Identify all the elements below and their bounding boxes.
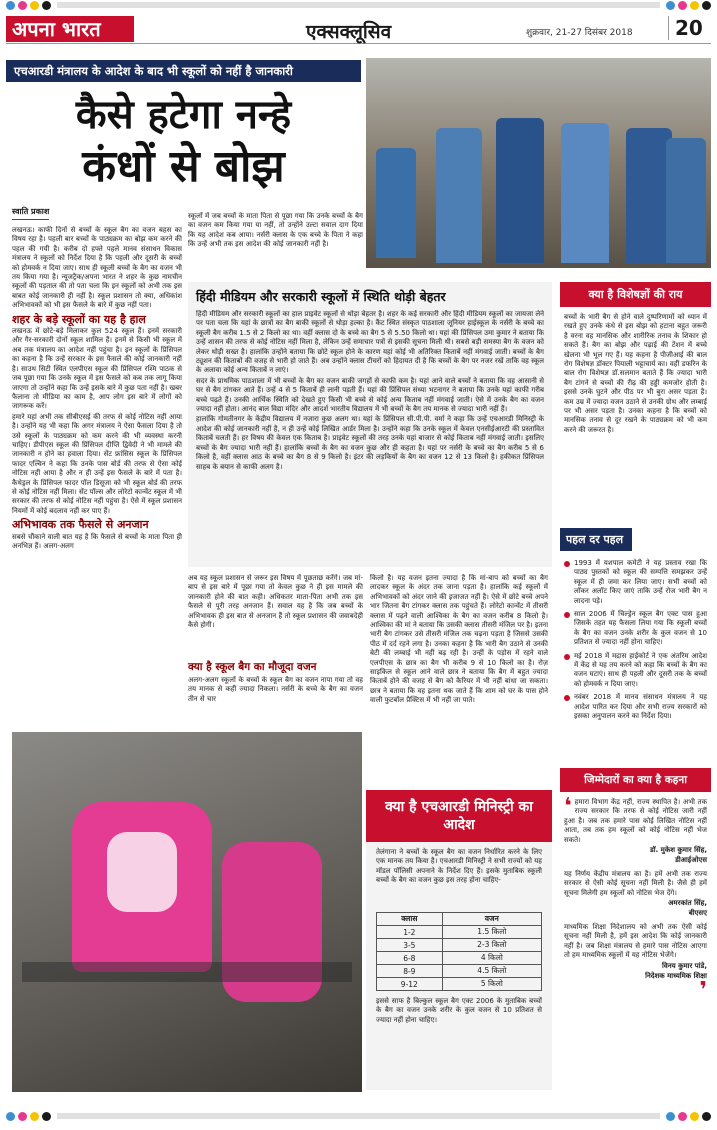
quote-1-author: डॉ. मुकेश कुमार सिंह, bbox=[649, 846, 707, 855]
kicker: एचआरडी मंत्रालय के आदेश के बाद भी स्कूलों को नहीं है जानकारी bbox=[6, 60, 361, 82]
bottom-color-bar bbox=[0, 1110, 717, 1122]
open-quote-icon: ❛ bbox=[564, 794, 572, 819]
table-header-class: क्लास bbox=[377, 913, 443, 926]
col2-subheading: क्या है स्कूल बैग का मौजूदा वजन bbox=[188, 661, 317, 673]
quote-1: हमारा विभाग केंद्र नहीं, राज्य स्थापित है। अभी तक राज्य सरकार कि तरफ से कोई नोटिस जारी नहीं हुआ है। जब तक हमारे पास कोई लिखित नोटिस नहीं आता, तब तक हम स्कूलों को कोई नोटिस नहीं भेज सकते। bbox=[564, 798, 707, 844]
bag-weight-table bbox=[376, 912, 542, 991]
hindi-medium-box bbox=[188, 282, 552, 567]
headline-line-1: कैसे हटेगा नन्हे bbox=[75, 92, 292, 138]
page-number: 20 bbox=[668, 16, 703, 40]
headline bbox=[6, 90, 361, 194]
table-header-weight: वजन bbox=[442, 913, 541, 926]
hindi-medium-para-3: हालांकि गोमतीनगर के केंद्रीय विद्यालय में नजारा कुछ अलग था। यहां के प्रिंसिपल सी.पी.पी. वर्मा ने कहा कि उन्हें एचआरडी मिनिस्ट्री के आदेश की कोई जानकारी नहीं है, न ही उन्हें कोई लिखित आर्डर मिला है। उन्होंने कहा कि उनके स्कूल में केवल एनसीईआरटी की प्रस्तावित किताबें चलती हैं। हर विषय की केवल एक किताब है। प्राइवेट स्कूलों की तरह उनके यहां बाजार से कोई किताब नहीं मंगवाई जाती। इसलिए बच्चों के बैग ज्यादा भारी नहीं हैं। हालांकि बच्चों के बैग का वजन कुछ और ही कहता है। यहां पर नर्सरी के बच्चे का बैग करीब 5 से 6 किलो है, वहीं क्लास आठ के बच्चे का बैग 8 से 9 किलो है। इंटर की लड़कियों के बैग का वजन 12 से 13 किलो है। हकीकत प्रिंसिपल साहब के बयान से काफी अलग है। bbox=[196, 415, 544, 471]
hindi-medium-title: हिंदी मीडियम और सरकारी स्कूलों में स्थिति थोड़ी बेहतर bbox=[196, 289, 446, 304]
initiative-title: पहल दर पहल bbox=[560, 528, 632, 551]
column-1 bbox=[12, 226, 182, 756]
experts-title: क्या है विशेषज्ञों की राय bbox=[560, 282, 711, 307]
column-2-para: अलग-अलग स्कूलों के बच्चों के स्कूल बैग का वजन नापा गया तो वह तय मानक से कहीं ज्यादा निकला। नर्सरी के बच्चे के बैग का वजन तीन से चार bbox=[188, 676, 363, 703]
hindi-medium-para-2: सदर के प्राथमिक पाठशाला में भी बच्चों के बैग का वजन बाकी जगहों से काफी कम है। यहां आने वाले बच्चों ने बताया कि वह आसानी से घर से बैग टांगकर आते हैं। उन्हें 4 से 5 किताबें ही लानी पड़ती हैं। यहां की प्रिंसिपल संध्या भटनागर ने बताया कि उनके यहां काफी गरीब बच्चे पढ़ते हैं। उनकी आर्थिक स्थिति को देखते हुए किसी भी बच्चे से कोई अन्य किताब नहीं मंगवाई जाती। ऐसे में उनके बैग का वजन ज्यादा नहीं होता। आनंद बाल विद्या मंदिर और आदर्श भारतीय विद्यालय में भी बच्चों के बैग तय मानक से ज्यादा भारी नहीं हैं। bbox=[196, 376, 544, 414]
experts-box bbox=[560, 282, 711, 530]
col1-para-2: लखनऊ में छोटे-बड़े मिलाकर कुल 524 स्कूल हैं। इनमें सरकारी और गैर-सरकारी दोनों स्कूल शामिल हैं। इनमें से किसी भी स्कूल में अब तक मंत्रालय का आदेश नहीं पहुंचा है। इन स्कूलों के प्रिंसिपल का कहना है कि उन्हें सरकार के इस फैसले की कोई जानकारी नहीं है। साउथ सिटी स्थित एलपीएस स्कूल की प्रिंसिपल रश्मि पाठक से जब पूछा गया कि उनके स्कूल में इस फैसले को कब तक लागू किया जाएगा तो उन्होंने कहा कि उन्हें इसके बारे में कुछ पता नहीं है। खबर फैलाना तो मीडिया का काम है, आप लोग इस बारे में लोगों को जागरूक करें। bbox=[12, 327, 182, 411]
students-photo bbox=[366, 58, 711, 268]
masthead bbox=[6, 16, 711, 44]
headline-line-2: कंधों से बोझ bbox=[82, 141, 285, 192]
hrd-title: क्या है एचआरडी मिनिस्ट्री का आदेश bbox=[366, 790, 552, 842]
responsible-section bbox=[560, 768, 711, 1094]
table-row: 9-12 5 किलो bbox=[377, 978, 542, 991]
column-2-top: स्कूलों में जब बच्चों के माता पिता से पूछा गया कि उनके बच्चों के बैग का वजन कम किया गया या नहीं, तो उन्होंने उल्टा सवाल दाग दिया कि यह आदेश कब आया। नर्सरी क्लास के एक बच्चे के पिता ने कहा कि उन्हें अभी तक इस आदेश की कोई जानकारी नहीं है। bbox=[188, 212, 363, 249]
hrd-intro: तेलंगाना ने बच्चों के स्कूल बैग का वजन निर्धारित करने के लिए एक मानक तय किया है। एचआरडी मिनिस्ट्री ने सभी राज्यों को यह मॉडल पॉलिसी अपनाने के निर्देश दिए हैं। इसके मुताबिक स्कूली बच्चों के बैग का वजन कुछ इस तरह होना चाहिए- bbox=[376, 848, 542, 885]
quote-2-role: बीएसए bbox=[688, 909, 707, 918]
hrd-outro: इससे साफ है बिल्कुल स्कूल बैग एक्ट 2006 के मुताबिक बच्चों के बैग का वजन उनके शरीर के कुल वजन से 10 प्रतिशत से ज्यादा नहीं होना चाहिए। bbox=[376, 997, 542, 1024]
hrd-order-box bbox=[366, 790, 552, 1090]
col1-para-1: लखनऊ। काफी दिनों से बच्चों के स्कूल बैग का वजन बहस का विषय रहा है। पहली बार बच्चों के पाठ्यक्रम का बोझ कम करने की पहल की गयी है। करीब दो हफ्ते पहले मानव संसाधन विकास मंत्रालय ने स्कूलों को निर्देश दिया है कि पहली और दूसरी के बच्चों को होमवर्क न दिया जाए। साथ ही स्कूली बच्चों के बैग का वजन भी तय किया गया है। न्यूजट्रैक/अपना भारत ने शहर के कुछ नामचीन स्कूलों की पड़ताल की तो पता चला कि इन स्कूलों को अभी तक इस बाबत कोई जानकारी ही नहीं है। स्कूल प्रशासन तो क्या, अधिकांश अभिभावकों को भी इस फैसले के बारे में कुछ नहीं पता। bbox=[12, 226, 182, 310]
col1-para-4: सबसे चौंकाने वाली बात यह है कि फैसले से बच्चों के माता पिता ही अनभिज्ञ हैं। अलग-अलग bbox=[12, 532, 182, 550]
table-row: 3-5 2-3 किलो bbox=[377, 939, 542, 952]
section-label: एक्सक्लूसिव bbox=[306, 21, 392, 43]
col1-subheading-1: शहर के बड़े स्कूलों का यह है हाल bbox=[12, 312, 146, 326]
table-row: 1-2 1.5 किलो bbox=[377, 926, 542, 939]
initiative-item: नवंबर 2018 में मानव संसाधन मंत्रालय ने यह आदेश पारित कर दिया और सभी राज्य सरकारों को इसका अनुपालन करने का निर्देश दिया। bbox=[564, 693, 707, 721]
quote-3: माध्यमिक शिक्षा निदेशालय को अभी तक ऐसी कोई सूचना नहीं मिली है, हमें इस आदेश कि कोई जानकारी नहीं है। जब शिक्षा मंत्रालय से हमारे पास नोटिस आएगा तो हम माध्यमिक स्कूलों में यह नोटिस भेजेंगे। bbox=[564, 922, 707, 960]
schoolgirl-photo bbox=[12, 732, 362, 1092]
initiative-item: मई 2018 में मद्रास हाईकोर्ट ने एक अंतरिम आदेश में केंद्र से यह तय करने को कहा कि बच्चों के बैग का वजन घटाएं। साथ ही पहली और दूसरी तक के बच्चों को होमवर्क न दिया जाए। bbox=[564, 652, 707, 690]
initiative-item: साल 2006 में चिल्ड्रेन स्कूल बैग एक्ट पास हुआ जिसके तहत यह फैसला लिया गया कि स्कूली बच्चों के बैग का वजन उनके शरीर के कुल वजन से 10 प्रतिशत से ज्यादा नहीं होना चाहिए। bbox=[564, 610, 707, 648]
initiative-section bbox=[560, 528, 711, 764]
col1-para-3: हमारे यहां अभी तक सीबीएसई की तरफ से कोई नोटिस नहीं आया है। उन्होंने यह भी कहा कि अगर मंत्रालय ने ऐसा फैसला दिया है तो उसे स्कूलों के पाठ्यक्रम को कम करने की भी व्यवस्था करनी चाहिए। डीपीएस स्कूल की प्रिंसिपल दीप्ति द्विवेदी ने भी मामले की जानकारी न होने का हवाला दिया। सेंट फ्रांसिस स्कूल के प्रिंसिपल फादर एल्विन ने कहा कि उनके पास बोर्ड की तरफ से ऐसा कोई नोटिस नहीं आया है और न ही उन्हें इस फैसले के बारे में पता है। कैथेड्रल के प्रिंसिपल फादर पॉल डिसूजा को भी स्कूल बोर्ड की तरफ से कोई नोटिस नहीं मिला। सेंट पॉल्स और लोरेटो कान्वेंट स्कूल में भी सरकार की तरफ से कोई नोटिस नहीं पहुंचा है। ऐसे में स्कूल प्रशासन नियमों में कोई बदलाव नहीं कर पाए हैं। bbox=[12, 412, 182, 515]
quote-3-author: विनय कुमार पांडे, bbox=[662, 961, 707, 970]
byline: स्वाति प्रकाश bbox=[12, 206, 49, 220]
quote-1-role: डीआईओएस bbox=[675, 856, 707, 865]
quote-2: यह निर्णय केंद्रीय मंत्रालय का है। हमें अभी तक राज्य सरकार से ऐसी कोई सूचना नहीं मिली है। जैसे ही हमें सूचना मिलेगी हम स्कूलों को नोटिस भेज देंगे। bbox=[564, 869, 707, 897]
col1-subheading-2: अभिभावक तक फैसले से अनजान bbox=[12, 518, 149, 532]
quote-3-role: निदेशक माध्यमिक शिक्षा bbox=[645, 971, 707, 980]
column-2-bottom: अब यह स्कूल प्रशासन से जरूर इस विषय में पूछताछ करेंगे। जब मां-बाप से इस बारे में पूछा गया तो केवल कुछ ने ही इस मामले की जानकारी होने की बात कही। अधिकतर माता-पिता अभी तक इस फैसले से पूरी तरह अनजान हैं। सवाल यह है कि जब बच्चों के अभिभावक ही इस बात से अनजान हैं तो स्कूल प्रशासन की जवाबदेही कैसे होगी। bbox=[188, 574, 363, 630]
column-3: किलो है। यह वजन इतना ज्यादा है कि मां-बाप को बच्चों का बैग लादकर स्कूल के अंदर तक जाना पड़ता है। हालांकि कई स्कूलों में अभिभावकों को अंदर जाने की इजाजत नहीं है। ऐसे में छोटे बच्चे अपने भार जितना बैग टांगकर क्लास तक पहुंचते हैं। लोरेटो कान्वेंट में तीसरी क्लास में पढ़ने वाली आश्विका के बैग का वजन करीब 8 किलो है। आश्विका की मां ने बताया कि उसकी क्लास तीसरी मंजिल पर है। इतना भारी बैग टांगकर उसे तीसरी मंजिल तक चढ़ना पड़ता है जिससे उसकी पीठ में दर्द रहने लगा है। उनका कहना है कि भारी बैग उठाने से उनकी बेटी की लम्बाई भी नहीं बढ़ रही है। उन्हीं के पड़ोस में रहने वाले एलपीएस के छात्र का बैग भी करीब 9 से 10 किलो का है। रोज़ साइकिल से स्कूल आने वाले छात्र ने बताया कि बैग में बहुत ज्यादा किताबें होने की वजह से बैग को कैरियर में भी नहीं बांधा जा सकता। छात्र ने बताया कि वह इतना थक जाते हैं कि शाम को घर के पास होने वाली फुटबॉल प्रैक्टिस में भी नहीं जा पाते। bbox=[370, 574, 548, 705]
brand-logo: अपना भारत bbox=[6, 16, 134, 42]
initiative-item: 1993 में यशपाल कमेटी ने यह प्रस्ताव रखा कि पाठ्य पुस्तकों को स्कूल की सम्पत्ति समझकर उन्हें स्कूल में ही जमा कर लिया जाए। सभी बच्चों को लॉकर अलॉट किए जाएं ताकि उन्हें रोज भारी बैग न लादना पड़े। bbox=[564, 559, 707, 606]
responsible-title: जिम्मेदारों का क्या है कहना bbox=[560, 768, 711, 792]
quote-2-author: अमरकांत सिंह, bbox=[668, 899, 707, 908]
experts-text: बच्चों के भारी बैग से होने वाले दुष्परिणामों को ध्यान में रखते हुए उनके कंधे से इस बोझ को हटाना बहुत जरूरी है वरना वह मानसिक और शारीरिक तनाव के शिकार हो सकते हैं। बैग का बोझ और पढ़ाई की टेंशन में बच्चे खेलना भी भूल गए हैं। यह कहना है पीजीआई की बाल रोग विशेषज्ञ डॉक्टर पियाली भट्टाचार्य का। वहीं डफरिन के बाल रोग विशेषज्ञ डॉ.सलमान बताते हैं कि ज्यादा भारी बैग टांगने से बच्चों की रीढ़ की हड्डी कमजोर होती है। इससे उनके घुटने और पीठ पर भी बुरा असर पड़ता है। कम उम्र में ज्यादा वजन उठाने से उनकी ग्रोथ और लम्बाई पर भी असर पड़ता है। उनका कहना है कि बच्चों को मानसिक तनाव से दूर रखने के पाठ्यक्रम को भी कम करने की जरूरत है। bbox=[564, 313, 707, 434]
close-quote-icon: ❜ bbox=[699, 978, 707, 1004]
issue-date: शुक्रवार, 21-27 दिसंबर 2018 bbox=[526, 28, 633, 38]
table-row: 8-9 4.5 किलो bbox=[377, 965, 542, 978]
top-color-bar bbox=[0, 0, 717, 10]
hindi-medium-para-1: हिंदी मीडियम और सरकारी स्कूलों का हाल प्राइवेट स्कूलों से थोड़ा बेहतर है। शहर के कई सरकारी और हिंदी मीडियम स्कूलों का जायजा लेने पर पता चला कि यहां के छात्रों का बैग बाकी स्कूलों से थोड़ा हल्का है। कैंट स्थित संस्कृत पाठशाला जूनियर हाईस्कूल के नर्सरी के बच्चे का स्कूली बैग करीब 1.5 से 2 किलो का था। वहीं क्लास दो के बच्चे का बैग 5 से 5.50 किलो था। यहां की प्रिंसिपल उमा कुमार ने बताया कि उन्हें शासन की तरफ से कोई नोटिस नहीं मिला है, लेकिन उन्हें समाचार पत्रों से इसकी सूचना मिली थी। सबसे बड़ी समस्या बैग के वजन को लेकर थोड़ी सख्त है। हालांकि उन्होंने बताया कि छोटे स्कूल होने के कारण यहां कोई भी अतिरिक्त किताबें नहीं मंगवाई जाती। बच्चों के बैग ट्यूशन की किताबों की वजह से भारी हो जाते हैं। अब उन्होंने क्लास टीचरों को हिदायत दी है कि बच्चों के बैग पर नजर रखें ताकि वह स्कूल के अलावा कोई अन्य किताबें न लाएं। bbox=[196, 310, 544, 375]
table-row: 6-8 4 किलो bbox=[377, 952, 542, 965]
